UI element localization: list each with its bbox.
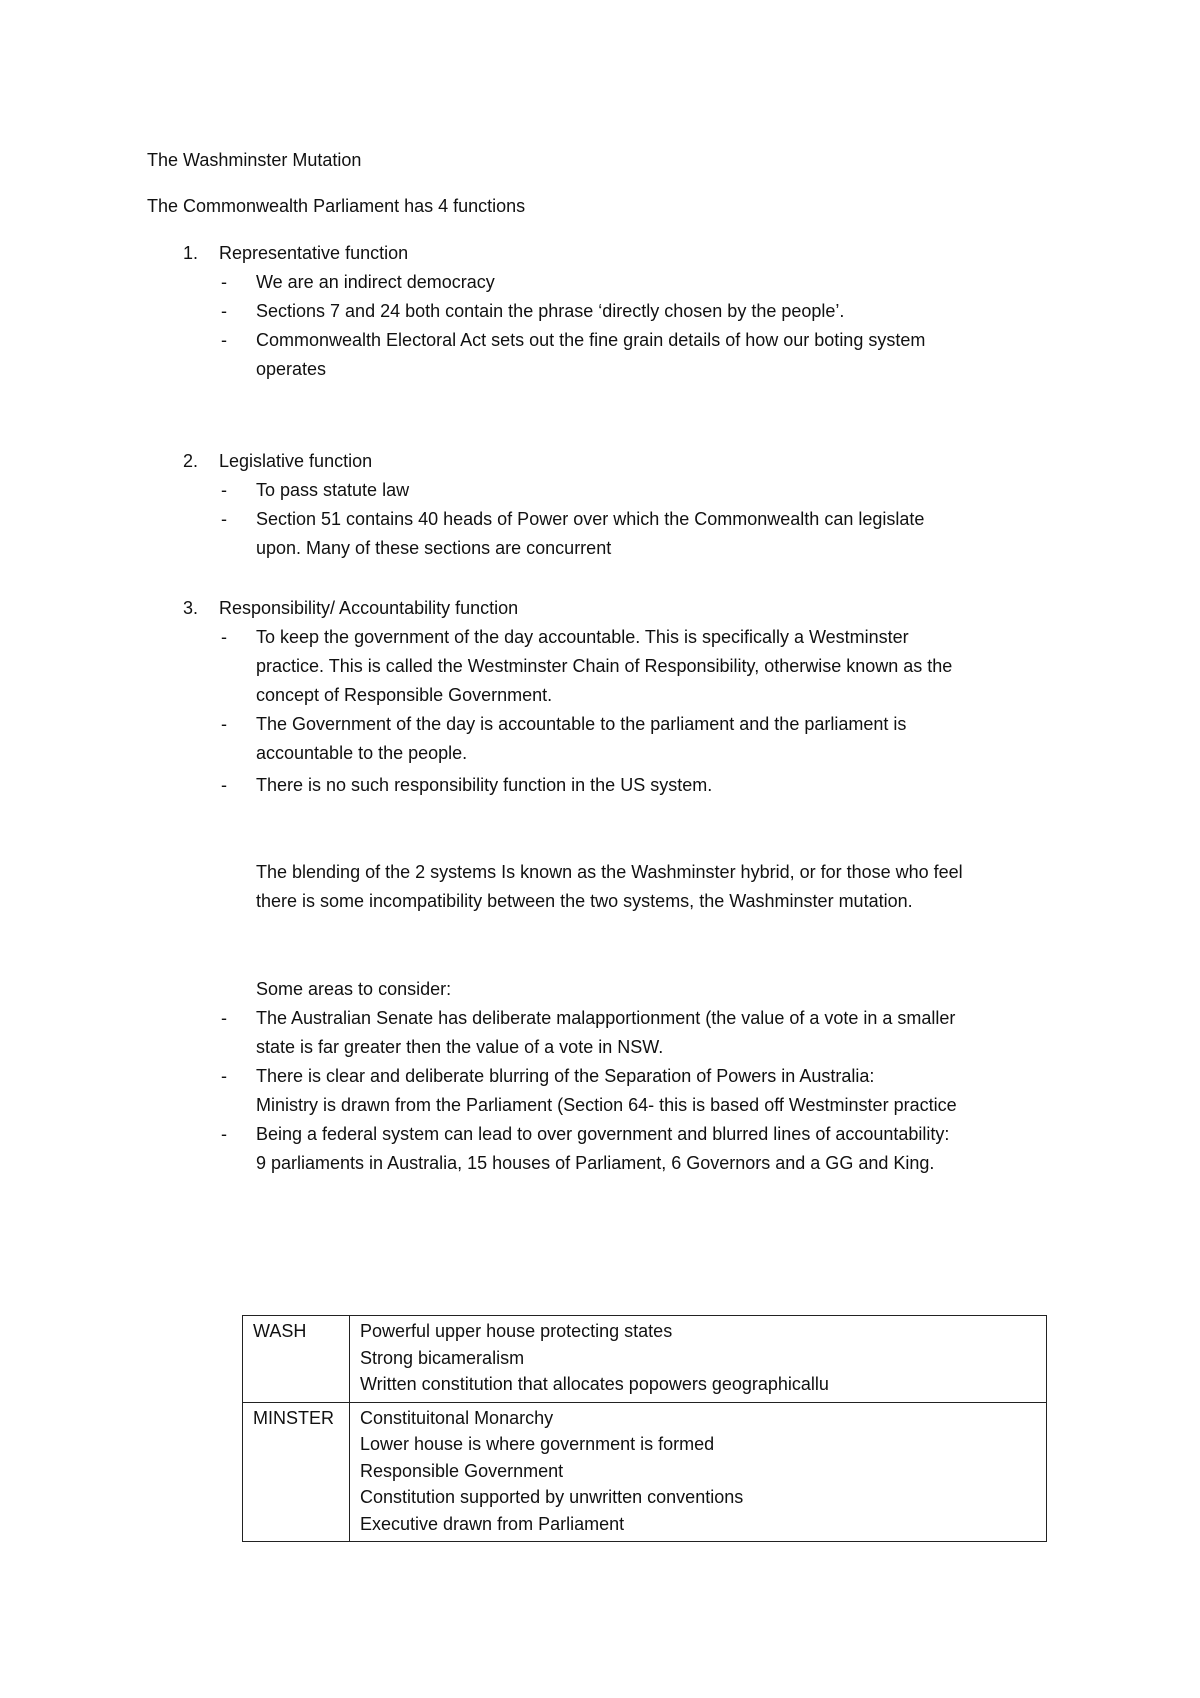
bullet-text: To keep the government of the day accountable. This is specifically a Westminster [256, 627, 909, 647]
bullet-text: Commonwealth Electoral Act sets out the fine grain details of how our boting system [256, 330, 926, 350]
area-text: Being a federal system can lead to over government and blurred lines of accountability: [256, 1124, 950, 1144]
bullet-text: operates [256, 359, 327, 379]
table-items-cell [350, 1402, 1047, 1542]
bullet-dash: - [221, 1066, 227, 1086]
table-item: Powerful upper house protecting states [360, 1321, 673, 1341]
area-text: 9 parliaments in Australia, 15 houses of Parliament, 6 Governors and a GG and King. [256, 1153, 935, 1173]
area-text: state is far greater then the value of a vote in NSW. [256, 1037, 664, 1057]
table-item: Strong bicameralism [360, 1347, 525, 1368]
intro-text: The Commonwealth Parliament has 4 functions [147, 196, 526, 216]
doc-title: The Washminster Mutation [147, 150, 362, 170]
list-number: 1. [183, 243, 199, 263]
table-item: Lower house is where government is formed [360, 1434, 715, 1454]
table-key-cell: MINSTER [243, 1402, 350, 1542]
area-text: The Australian Senate has deliberate malapportionment (the value of a vote in a smaller [256, 1008, 956, 1028]
table-row [243, 1316, 1047, 1403]
table-item: Written constitution that allocates popowers geographicallu [360, 1374, 829, 1394]
bullet-dash: - [221, 1008, 227, 1028]
comparison-table [242, 1315, 1047, 1542]
bullet-dash: - [221, 480, 227, 500]
function-heading: Legislative function [219, 451, 373, 471]
bullet-dash: - [221, 775, 227, 795]
bullet-dash: - [221, 627, 227, 647]
list-number: 2. [183, 451, 199, 471]
area-text: There is clear and deliberate blurring of the Separation of Powers in Australia: [256, 1066, 875, 1086]
bullet-text: practice. This is called the Westminster Chain of Responsibility, otherwise known as the [256, 656, 953, 676]
table-item: Constituitonal Monarchy [360, 1407, 554, 1428]
function-heading: Responsibility/ Accountability function [219, 598, 519, 618]
bullet-text: The Government of the day is accountable to the parliament and the parliament is [256, 714, 907, 734]
bullet-text: There is no such responsibility function in the US system. [256, 775, 713, 795]
table-key-cell: WASH [243, 1316, 350, 1403]
bullet-dash: - [221, 301, 227, 321]
bullet-text: Section 51 contains 40 heads of Power over which the Commonwealth can legislate [256, 509, 925, 529]
bullet-dash: - [221, 330, 227, 350]
table-item: Constitution supported by unwritten conventions [360, 1487, 744, 1507]
table-items-cell [350, 1316, 1047, 1403]
areas-heading: Some areas to consider: [256, 979, 452, 999]
list-number: 3. [183, 598, 199, 618]
area-text: Ministry is drawn from the Parliament (Section 64- this is based off Westminster practice [256, 1095, 957, 1115]
bullet-text: concept of Responsible Government. [256, 685, 553, 705]
bullet-dash: - [221, 714, 227, 734]
function-heading: Representative function [219, 243, 409, 263]
bullet-dash: - [221, 1124, 227, 1144]
table-item: Executive drawn from Parliament [360, 1513, 625, 1534]
bullet-dash: - [221, 509, 227, 529]
table-row [243, 1402, 1047, 1542]
blending-paragraph: there is some incompatibility between the two systems, the Washminster mutation. [256, 891, 913, 911]
bullet-text: We are an indirect democracy [256, 272, 495, 292]
bullet-text: To pass statute law [256, 480, 410, 500]
table-item: Responsible Government [360, 1460, 564, 1481]
bullet-text: accountable to the people. [256, 743, 468, 763]
bullet-text: upon. Many of these sections are concurrent [256, 538, 612, 558]
bullet-text: Sections 7 and 24 both contain the phrase ‘directly chosen by the people’. [256, 301, 845, 321]
blending-paragraph: The blending of the 2 systems Is known as the Washminster hybrid, or for those who feel [256, 862, 963, 882]
bullet-dash: - [221, 272, 227, 292]
